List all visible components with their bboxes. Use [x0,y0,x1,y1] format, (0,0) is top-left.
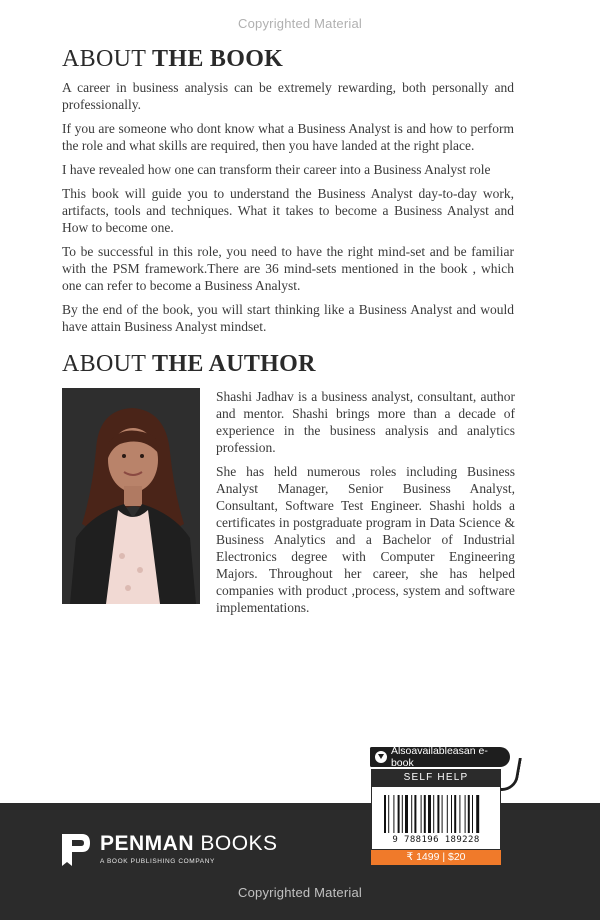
publisher-name [100,832,278,856]
about-author-heading [62,351,316,378]
publisher-name-light: BOOKS [194,832,278,855]
barcode-stripe [433,795,434,833]
price-label: ₹ 1499 | $20 [371,850,501,865]
barcode-stripe [437,795,439,833]
barcode-stripe [476,795,479,833]
barcode-stripe [459,795,460,833]
watermark-bottom: Copyrighted Material [238,885,362,900]
barcode-stripe [402,795,403,833]
about-author-heading-prefix: ABOUT [62,351,146,377]
about-book-heading [62,46,283,73]
book-paragraph: A career in business analysis can be extremely rewarding, both personally and professionally. [62,80,514,112]
ebook-badge-text: Alsoavailableasan e-book [390,745,488,769]
ebook-badge [370,747,510,767]
about-author-heading-bold: THE AUTHOR [152,351,316,377]
about-author-text [216,388,515,623]
category-label: SELF HELP [371,769,501,786]
author-paragraph: She has held numerous roles including Business Analyst Manager, Senior Business Analyst, Consultant, Software Test Engineer. Shashi holds a certificates in postgraduate program in Data Science & Business Analytics and a Bachelor of Industrial Electronics degree with Computer Engineering Majors. Throughout her career, she has helped companies with product ,process, system and software implementations. [216,464,515,615]
publisher-name-bold: PENMAN [100,832,195,855]
about-book-text [62,79,514,342]
barcode-stripe [428,795,431,833]
barcode-stripe [442,795,443,833]
watermark-top: Copyrighted Material [238,16,362,31]
barcode-stripe [411,795,412,833]
barcode-stripe [447,795,448,833]
author-photo [62,388,200,604]
barcode-stripe [424,795,426,833]
barcode-stripe [468,795,470,833]
barcode-stripe [472,795,473,833]
barcode-stripe [421,795,422,833]
barcode-stripe [414,795,416,833]
barcode-stripe [393,795,394,833]
barcode-stripe [388,795,389,833]
barcode-stripe [465,795,466,833]
barcode [371,786,501,850]
book-paragraph: By the end of the book, you will start thinking like a Business Analyst and would have attain Business Analyst mindset. [62,302,514,334]
download-icon [375,751,387,763]
author-portrait-illustration [62,388,200,604]
barcode-stripe [451,795,452,833]
book-paragraph: This book will guide you to understand the Business Analyst day-to-day work, artifacts, tools and techniques. What it takes to become a Business Analyst and How to become one. [62,186,514,235]
isbn-number: 9 788196 189228 [392,835,480,845]
publisher-logo [60,832,278,868]
about-book-heading-prefix: ABOUT [62,46,146,72]
book-paragraph: If you are someone who dont know what a Business Analyst is and how to perform the role and what skills are required, then you have landed at the right place. [62,121,514,153]
book-paragraph: I have revealed how one can transform their career into a Business Analyst role [62,162,491,177]
author-paragraph: Shashi Jadhav is a business analyst, consultant, author and mentor. Shashi brings more than a decade of experience in the business analysis and analytics profession. [216,389,515,455]
barcode-stripe [384,795,386,833]
book-paragraph: To be successful in this role, you need to have the right mind-set and be familiar with the PSM framework.There are 36 mind-sets mentioned in the book , which one can refer to become a Business Analyst. [62,244,514,293]
publisher-tagline: A BOOK PUBLISHING COMPANY [100,858,215,865]
penman-logo-icon [60,832,92,868]
about-book-heading-bold: THE BOOK [152,46,284,72]
barcode-stripe [405,795,408,833]
barcode-stripe [398,795,400,833]
barcode-bars [384,795,490,833]
barcode-stripe [454,795,456,833]
